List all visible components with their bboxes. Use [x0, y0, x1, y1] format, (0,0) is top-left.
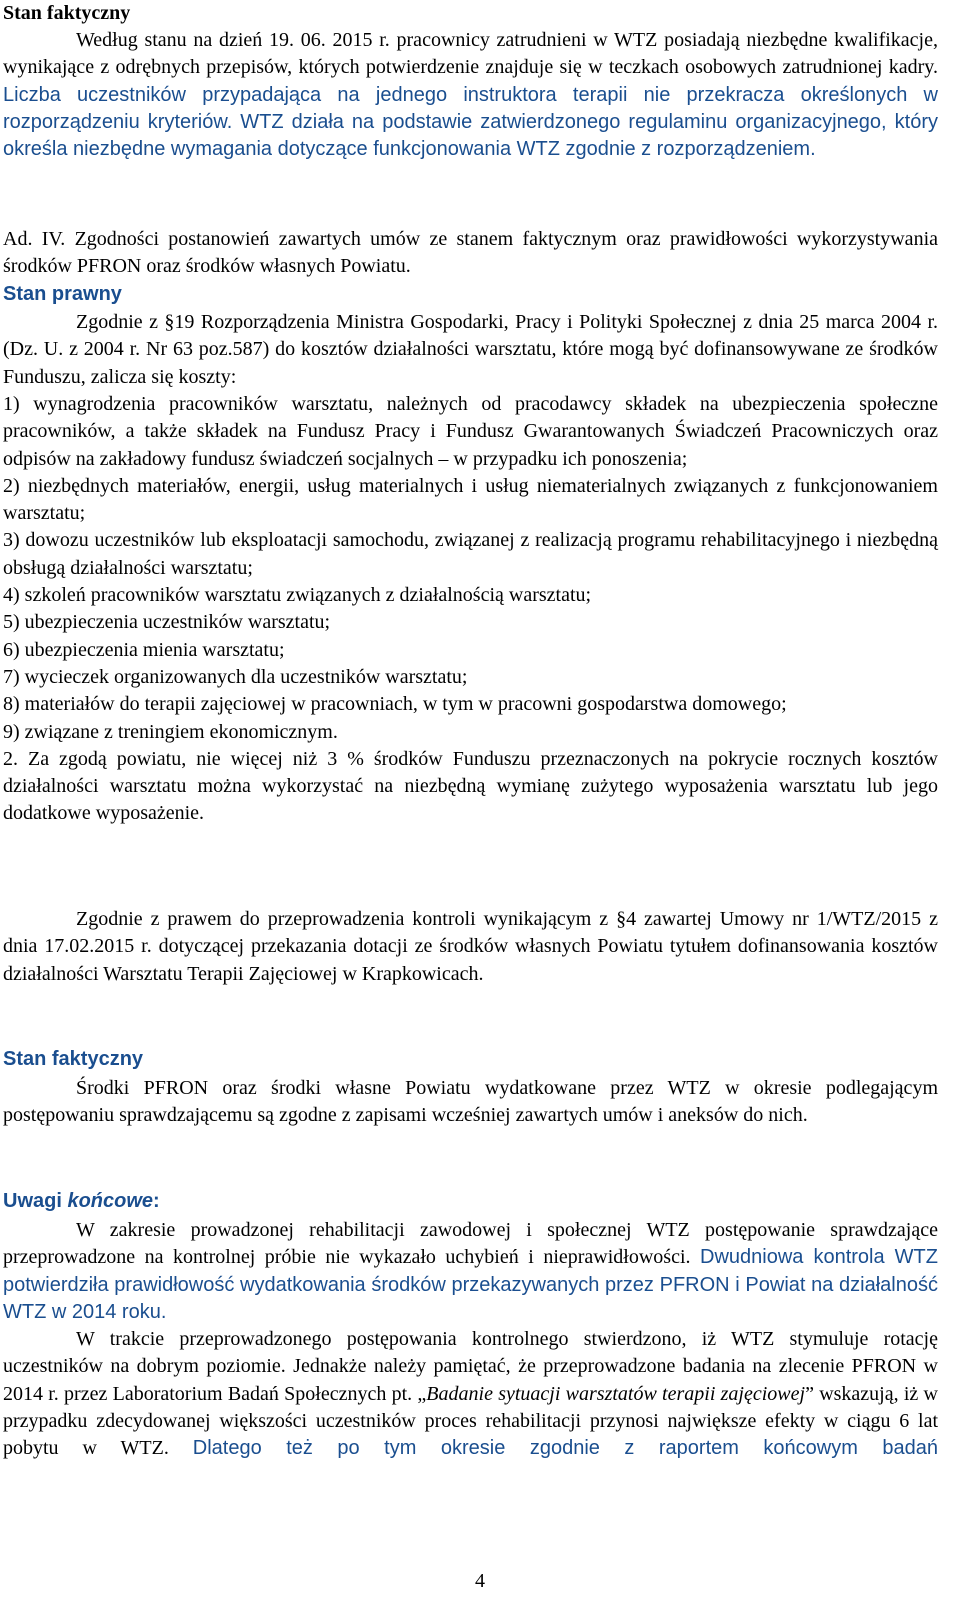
- heading-colon: :: [153, 1190, 160, 1212]
- paragraph-rozporzadzenie: [3, 309, 938, 391]
- heading-koncowe-label: końcowe: [67, 1190, 154, 1212]
- paragraph-rotacja-part4: Dlatego też po tym okresie zgodnie z raportem końcowym badań: [192, 1437, 938, 1460]
- paragraph-ad-iv: Ad. IV. Zgodności postanowień zawartych umów ze stanem faktycznym oraz prawidłowości wykorzystywania środków PFRON oraz środków własnych Powiatu.: [3, 228, 938, 278]
- paragraph-rozporzadzenie-intro: Zgodnie z §19 Rozporządzenia Ministra Gospodarki, Pracy i Polityki Społecznej z dnia 25 marca 2004 r. (Dz. U. z 2004 r. Nr 63 poz.: [3, 311, 938, 361]
- paragraph-rotacja-title: Badanie sytuacji warsztatów terapii zajęciowej: [426, 1382, 806, 1405]
- paragraph-rehabilitacja: [3, 1217, 938, 1326]
- cost-list-item-7: 7) wycieczek organizowanych dla uczestników warsztatu;: [3, 665, 468, 688]
- cost-list-item-3: 3) dowozu uczestników lub eksploatacji samochodu, związanej z realizacją programu rehabilitacyjnego i niezbędną obsługą działalności warsztatu;: [3, 529, 938, 579]
- cost-list-item-2: 2) niezbędnych materiałów, energii, usług materialnych i usług niematerialnych związanych z funkcjonowaniem warsztatu;: [3, 474, 938, 525]
- paragraph-kwalifikacje-part1: Według stanu na dzień 19. 06. 2015 r. pracownicy zatrudnieni w WTZ posiadają niezbędne kwalifikacje, wynikające z odrębnych przepisów, których potwierdzenie znajduje się w teczkach osobowych zatrudnionej kadry.: [3, 29, 938, 79]
- heading-uwagi-label: Uwagi: [3, 1190, 68, 1212]
- paragraph-rozporzadzenie-rest: 587) do kosztów działalności warsztatu, które mogą być dofinansowywane ze środków Funduszu, zalicza się koszty:: [3, 338, 938, 388]
- heading-stan-prawny: Stan prawny: [3, 283, 122, 305]
- paragraph-rehabilitacja-part1: W zakresie prowadzonej rehabilitacji zawodowej i społecznej WTZ postępowanie sprawdzające przeprowadzone na kontrolnej próbie nie wykazało uchybień i nieprawidłowości.: [3, 1219, 938, 1269]
- cost-list-item-5: 5) ubezpieczenia uczestników warsztatu;: [3, 611, 331, 634]
- paragraph-umowa: [3, 906, 938, 988]
- heading-stan-faktyczny-1: Stan faktyczny: [3, 2, 131, 24]
- cost-list-item-8: 8) materiałów do terapii zajęciowej w pracowniach, w tym w pracowni gospodarstwa domowego;: [3, 693, 787, 716]
- cost-list-item-9: 9) związane z treningiem ekonomicznym.: [3, 720, 338, 743]
- paragraph-rotacja-part3: ” wskazują, iż w przypadku zdecydowanej większości uczestników proces rehabilitacji przynosi największe efekty w ciągu 6 lat pobytu w WTZ.: [3, 1382, 938, 1460]
- paragraph-umowa-part1: Zgodnie z prawem do przeprowadzenia kontroli wynikającym z §4 zawartej Umowy nr 1/WTZ/2015 z dnia 17.02.2015 r.: [3, 908, 938, 958]
- paragraph-srodki-pfron: Środki PFRON oraz środki własne Powiatu wydatkowane przez WTZ w okresie podlegającym postępowaniu sprawdzającemu są zgodne z zapisami wcześniej zawartych umów i aneksów do nich.: [3, 1077, 938, 1127]
- cost-list: [3, 391, 938, 828]
- paragraph-rehabilitacja-part2: Dwudniowa kontrola WTZ potwierdziła prawidłowość wydatkowania środków przekazywanych przez PFRON i Powiat na działalność WTZ w 2014 roku.: [3, 1246, 938, 1323]
- cost-list-item-4: 4) szkoleń pracowników warsztatu związanych z działalnością warsztatu;: [3, 584, 592, 607]
- heading-uwagi-koncowe: [3, 1188, 160, 1215]
- paragraph-rotacja-part1: W trakcie przeprowadzonego postępowania kontrolnego stwierdzono, iż WTZ stymuluje rotację uczestników na dobrym poziomie.: [3, 1328, 938, 1378]
- paragraph-rotacja-part2: Jednakże należy pamiętać, że przeprowadzone badania na zlecenie PFRON w 2014 r. przez Laboratorium Badań Społecznych pt. „: [3, 1355, 938, 1405]
- paragraph-kwalifikacje-part2: Liczba uczestników przypadająca na jednego instruktora terapii nie przekracza określonych w rozporządzeniu kryteriów. WTZ działa na podstawie zatwierdzonego regulaminu organizacyjnego, który określa niezbędne wymagania dotyczące funkcjonowania WTZ zgodnie z rozporządzeniem.: [3, 83, 938, 161]
- page-number: 4: [475, 1570, 485, 1592]
- cost-list-item-10: 2. Za zgodą powiatu, nie więcej niż 3 % środków Funduszu przeznaczonych na pokrycie rocznych kosztów działalności warsztatu można wykorzystać na niezbędną wymianę zużytego wyposażenia warsztatu lub jego dodatkowe wyposażenie.: [3, 747, 938, 825]
- cost-list-item-6: 6) ubezpieczenia mienia warsztatu;: [3, 638, 285, 661]
- paragraph-umowa-part2: dotyczącej przekazania dotacji ze środków własnych Powiatu tytułem dofinansowania kosztów działalności Warsztatu Terapii Zajęciowej w Krapkowicach.: [3, 935, 938, 985]
- paragraph-kwalifikacje: [3, 27, 938, 163]
- cost-list-item-1: 1) wynagrodzenia pracowników warsztatu, należnych od pracodawcy składek na ubezpieczenia społeczne pracowników, a także składek na Fundusz Pracy i Fundusz Gwarantowanych Świadczeń Pracowniczych oraz odpisów na zakładowy fundusz świadczeń socjalnych – w przypadku ich ponoszenia;: [3, 393, 938, 470]
- heading-stan-faktyczny-2: Stan faktyczny: [3, 1048, 144, 1070]
- paragraph-rotacja: [3, 1326, 938, 1462]
